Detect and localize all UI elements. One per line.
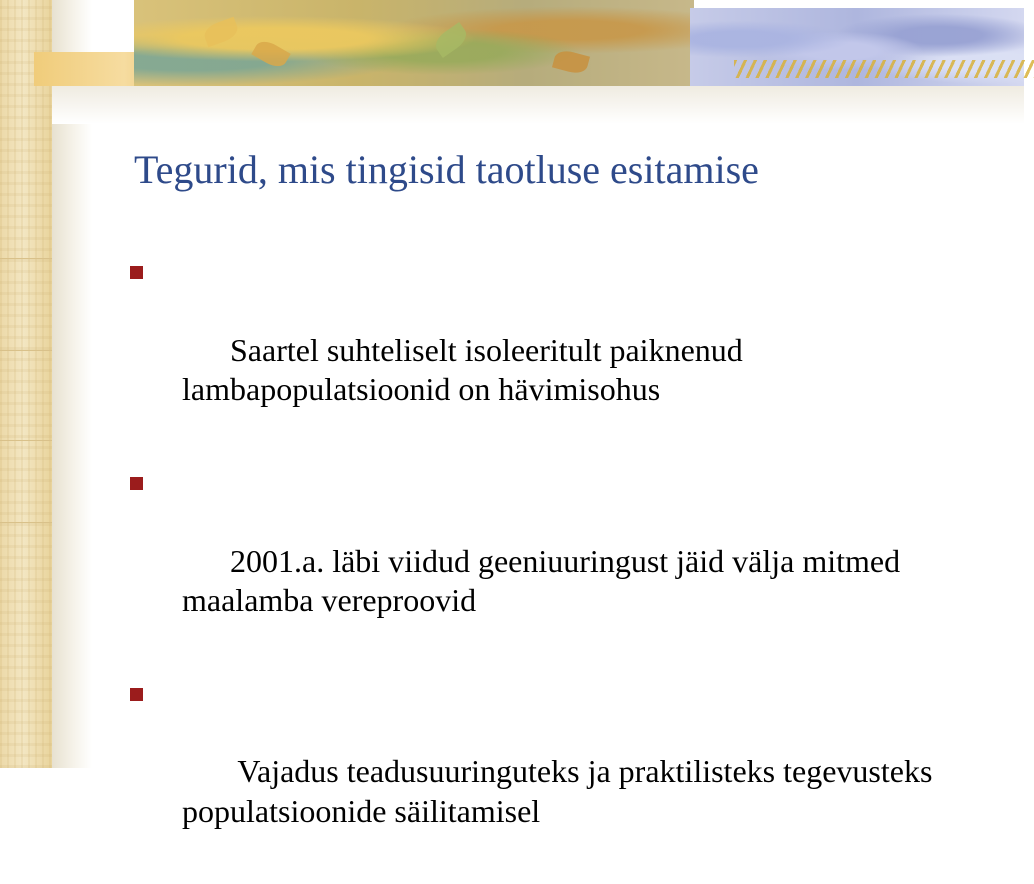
strip-divider bbox=[0, 350, 52, 351]
leaf-icon bbox=[552, 48, 590, 76]
square-bullet-icon bbox=[130, 477, 143, 490]
bullet-text: Saartel suhteliselt isoleeritult paiknenud lambapopulatsioonid on hävimisohus bbox=[182, 331, 751, 408]
strip-divider bbox=[0, 258, 52, 259]
top-decorative-banner bbox=[34, 0, 1024, 86]
leaf-icon bbox=[202, 17, 241, 47]
bullet-text: Vajadus teadusuuringuteks ja praktilisteks tegevusteks populatsioonide säilitamisel bbox=[182, 753, 941, 829]
leaf-icon bbox=[251, 37, 290, 71]
slide-title: Tegurid, mis tingisid taotluse esitamise bbox=[134, 147, 759, 192]
bullet-text: 2001.a. läbi viidud geeniuuringust jäid välja mitmed maalamba vereproovid bbox=[182, 542, 909, 618]
square-bullet-icon bbox=[130, 266, 143, 279]
left-decorative-strip bbox=[0, 0, 52, 768]
bullet-list bbox=[130, 252, 1010, 884]
square-bullet-icon bbox=[130, 688, 143, 701]
strip-divider bbox=[0, 522, 52, 523]
bullet-item bbox=[130, 463, 1010, 660]
strip-divider bbox=[0, 440, 52, 441]
banner-leaves-image bbox=[134, 0, 694, 86]
banner-wheat-image bbox=[734, 60, 1034, 78]
bullet-item bbox=[130, 674, 1010, 871]
bullet-item bbox=[130, 252, 1010, 449]
top-shadow-band bbox=[52, 84, 1024, 124]
leaf-icon bbox=[431, 22, 470, 58]
